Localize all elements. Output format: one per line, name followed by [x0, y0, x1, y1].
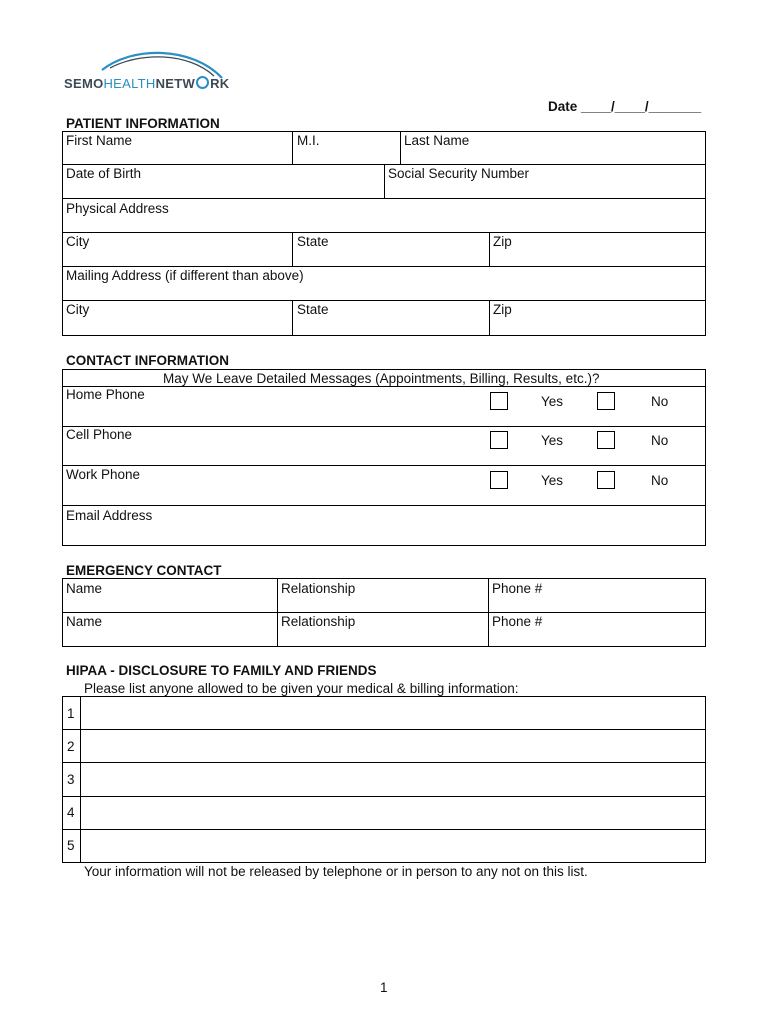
- patient-info-heading: PATIENT INFORMATION: [66, 116, 220, 131]
- last-name-field[interactable]: Last Name: [404, 133, 470, 148]
- home-phone-yes-checkbox[interactable]: [490, 392, 508, 410]
- no-label: No: [651, 394, 669, 409]
- emergency-name-field-2[interactable]: Name: [66, 614, 103, 629]
- no-label: No: [651, 473, 669, 488]
- row-number: 5: [67, 838, 75, 853]
- mi-field[interactable]: M.I.: [297, 133, 320, 148]
- email-address-field[interactable]: Email Address: [66, 508, 153, 523]
- row-number: 1: [67, 706, 75, 721]
- hipaa-entry-3[interactable]: [82, 764, 704, 794]
- divider: [80, 696, 81, 863]
- page-number: 1: [380, 980, 388, 995]
- yes-label: Yes: [541, 394, 564, 409]
- divider: [489, 300, 490, 336]
- work-phone-yes-checkbox[interactable]: [490, 471, 508, 489]
- logo-health: HEALTH: [103, 76, 156, 91]
- divider: [62, 729, 706, 730]
- emergency-relationship-field[interactable]: Relationship: [281, 581, 356, 596]
- emergency-name-field[interactable]: Name: [66, 581, 103, 596]
- divider: [62, 465, 706, 466]
- divider: [62, 266, 706, 267]
- first-name-field[interactable]: First Name: [66, 133, 133, 148]
- cell-phone-yes-checkbox[interactable]: [490, 431, 508, 449]
- emergency-phone-field-2[interactable]: Phone #: [492, 614, 543, 629]
- emergency-phone-field[interactable]: Phone #: [492, 581, 543, 596]
- divider: [62, 426, 706, 427]
- divider: [400, 131, 401, 165]
- contact-info-heading: CONTACT INFORMATION: [66, 353, 229, 368]
- divider: [62, 829, 706, 830]
- divider: [292, 131, 293, 165]
- divider: [384, 164, 385, 198]
- row-number: 4: [67, 805, 75, 820]
- divider: [62, 612, 706, 613]
- divider: [62, 505, 706, 506]
- mailing-city-field[interactable]: City: [66, 302, 90, 317]
- home-phone-no-checkbox[interactable]: [597, 392, 615, 410]
- city-field[interactable]: City: [66, 234, 90, 249]
- detailed-messages-question: May We Leave Detailed Messages (Appointments, Billing, Results, etc.)?: [163, 371, 600, 386]
- row-number: 3: [67, 772, 75, 787]
- divider: [277, 578, 278, 647]
- logo: [62, 48, 232, 92]
- zip-field[interactable]: Zip: [493, 234, 512, 249]
- divider: [62, 300, 706, 301]
- hipaa-entry-4[interactable]: [82, 798, 704, 828]
- hipaa-heading: HIPAA - DISCLOSURE TO FAMILY AND FRIENDS: [66, 663, 377, 678]
- mailing-address-field[interactable]: Mailing Address (if different than above): [66, 268, 304, 283]
- divider: [292, 232, 293, 266]
- hipaa-footer-note: Your information will not be released by telephone or in person to any not on this list.: [84, 864, 588, 879]
- cell-phone-no-checkbox[interactable]: [597, 431, 615, 449]
- physical-address-field[interactable]: Physical Address: [66, 201, 169, 216]
- divider: [62, 198, 706, 199]
- cell-phone-field[interactable]: Cell Phone: [66, 427, 133, 442]
- hipaa-entry-1[interactable]: [82, 698, 704, 728]
- ssn-field[interactable]: Social Security Number: [388, 166, 530, 181]
- logo-semo: SEMO: [64, 76, 104, 91]
- divider: [62, 232, 706, 233]
- no-label: No: [651, 433, 669, 448]
- hipaa-entry-2[interactable]: [82, 731, 704, 761]
- state-field[interactable]: State: [297, 234, 329, 249]
- emergency-contact-heading: EMERGENCY CONTACT: [66, 563, 222, 578]
- emergency-relationship-field-2[interactable]: Relationship: [281, 614, 356, 629]
- hipaa-entry-5[interactable]: [82, 831, 704, 861]
- logo-globe-icon: [196, 76, 209, 89]
- mailing-zip-field[interactable]: Zip: [493, 302, 512, 317]
- logo-network-b: RK: [210, 76, 230, 91]
- mailing-state-field[interactable]: State: [297, 302, 329, 317]
- logo-network-a: NETW: [155, 76, 196, 91]
- home-phone-field[interactable]: Home Phone: [66, 387, 145, 402]
- divider: [292, 300, 293, 336]
- work-phone-field[interactable]: Work Phone: [66, 467, 141, 482]
- date-field[interactable]: Date ____/____/_______: [548, 99, 702, 114]
- logo-wordmark: [64, 76, 229, 91]
- divider: [488, 578, 489, 647]
- patient-info-table: [62, 131, 706, 336]
- divider: [489, 232, 490, 266]
- row-number: 2: [67, 739, 75, 754]
- hipaa-instruction: Please list anyone allowed to be given your medical & billing information:: [84, 681, 519, 696]
- divider: [62, 796, 706, 797]
- divider: [62, 762, 706, 763]
- dob-field[interactable]: Date of Birth: [66, 166, 142, 181]
- work-phone-no-checkbox[interactable]: [597, 471, 615, 489]
- divider: [62, 386, 706, 387]
- yes-label: Yes: [541, 473, 564, 488]
- yes-label: Yes: [541, 433, 564, 448]
